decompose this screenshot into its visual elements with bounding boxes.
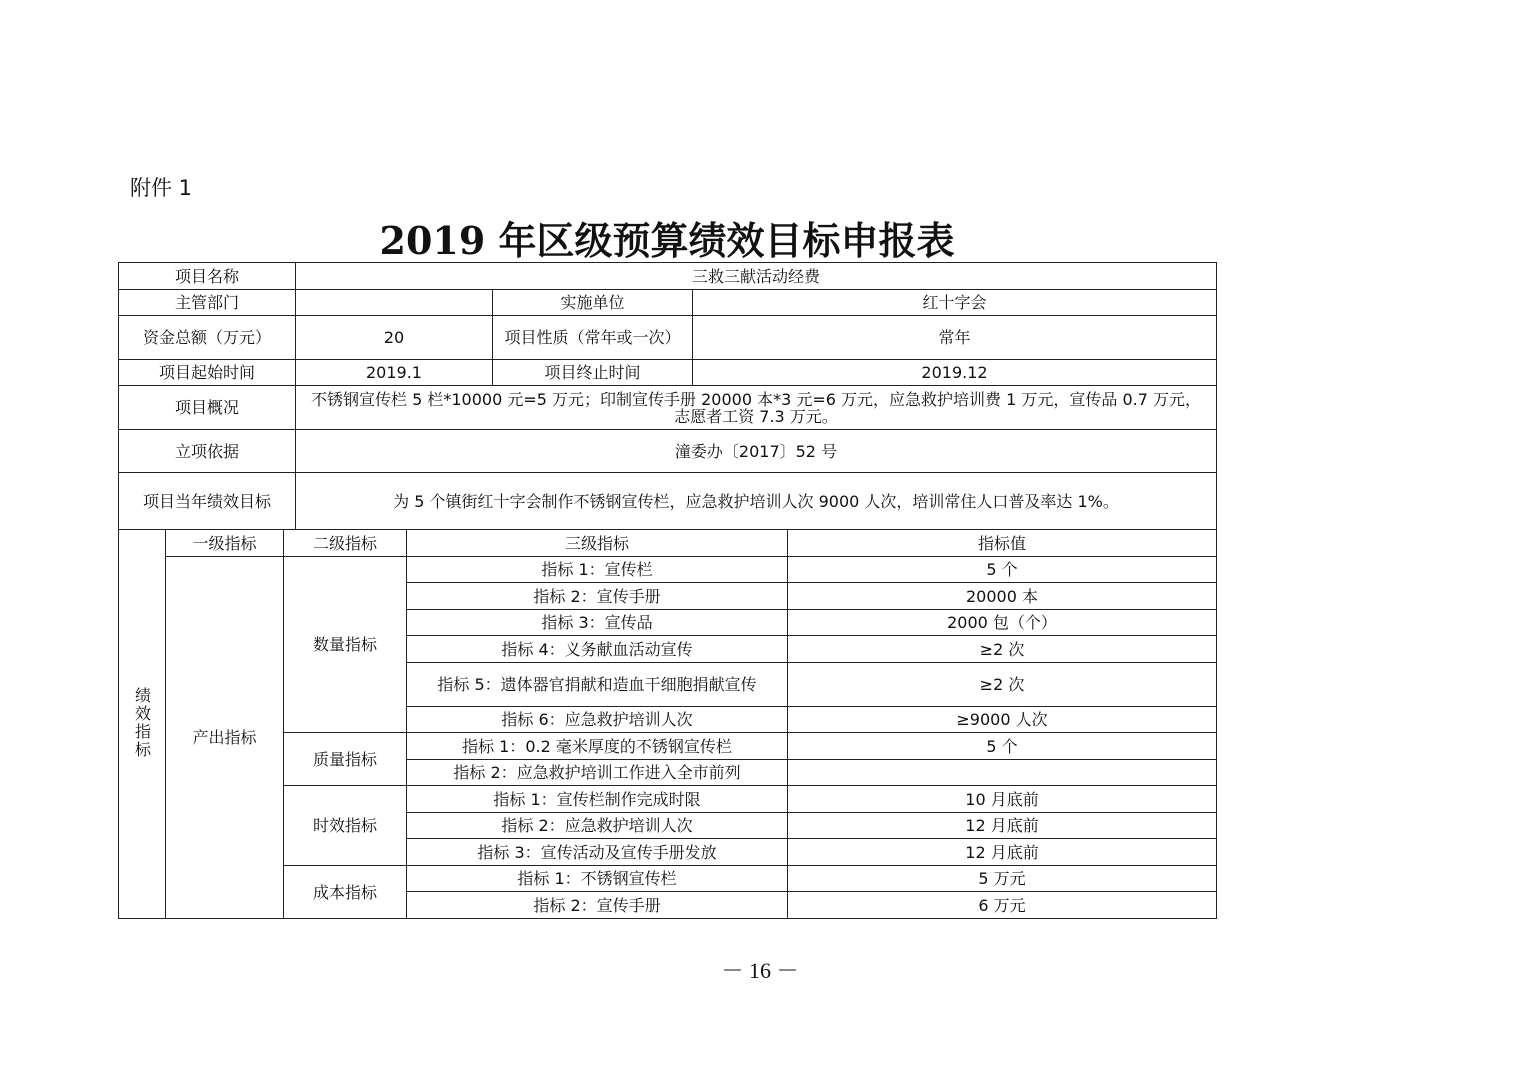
table-row-value: 20000 本	[788, 583, 1217, 610]
table-row-value: ≥2 次	[788, 636, 1217, 663]
overview-value: 不锈钢宣传栏 5 栏*10000 元=5 万元；印制宣传手册 20000 本*3 元=6 万元，应急救护培训费 1 万元，宣传品 0.7 万元，志愿者工资 7.3 万元。	[296, 386, 1217, 430]
table-row-name: 指标 6：应急救护培训人次	[407, 707, 788, 733]
table-row-value: 12 月底前	[788, 839, 1217, 866]
table-row-value: 12 月底前	[788, 813, 1217, 839]
header-level2: 二级指标	[284, 530, 407, 557]
basis-value: 潼委办〔2017〕52 号	[296, 430, 1217, 473]
start-value: 2019.1	[296, 360, 493, 386]
goal-label: 项目当年绩效目标	[119, 473, 296, 530]
project-name-label: 项目名称	[119, 263, 296, 290]
start-label: 项目起始时间	[119, 360, 296, 386]
table-row-value: ≥2 次	[788, 663, 1217, 707]
table-row-value: 6 万元	[788, 892, 1217, 919]
cost-label: 成本指标	[284, 866, 407, 919]
project-info-table	[118, 262, 1217, 530]
end-label: 项目终止时间	[493, 360, 693, 386]
dept-value	[296, 290, 493, 316]
table-row-name: 指标 2：应急救护培训人次	[407, 813, 788, 839]
quantity-label: 数量指标	[284, 557, 407, 733]
page-number: － 16 －	[721, 958, 799, 983]
table-row-value: ≥9000 人次	[788, 707, 1217, 733]
table-row-name: 指标 1：0.2 毫米厚度的不锈钢宣传栏	[407, 733, 788, 760]
table-row-value	[788, 760, 1217, 786]
quality-label: 质量指标	[284, 733, 407, 786]
table-row-name: 指标 5：遗体器官捐献和造血干细胞捐献宣传	[407, 663, 788, 707]
table-row-name: 指标 4：义务献血活动宣传	[407, 636, 788, 663]
dept-label: 主管部门	[119, 290, 296, 316]
table-row-name: 指标 2：应急救护培训工作进入全市前列	[407, 760, 788, 786]
indicator-group-text: 绩效指标	[132, 686, 152, 759]
table-row-value: 5 万元	[788, 866, 1217, 892]
goal-value: 为 5 个镇街红十字会制作不锈钢宣传栏，应急救护培训人次 9000 人次，培训常住人口普及率达 1%。	[296, 473, 1217, 530]
header-level1: 一级指标	[166, 530, 284, 557]
table-row-name: 指标 2：宣传手册	[407, 892, 788, 919]
table-row-value: 10 月底前	[788, 786, 1217, 813]
header-value: 指标值	[788, 530, 1217, 557]
page-title: 2019 年区级预算绩效目标申报表	[379, 218, 955, 263]
level1-output: 产出指标	[166, 557, 284, 919]
basis-label: 立项依据	[119, 430, 296, 473]
nature-value: 常年	[693, 316, 1217, 360]
indicator-table	[118, 529, 1217, 919]
table-row-name: 指标 1：不锈钢宣传栏	[407, 866, 788, 892]
project-name-value: 三救三献活动经费	[296, 263, 1217, 290]
table-row-name: 指标 1：宣传栏	[407, 557, 788, 583]
amount-value: 20	[296, 316, 493, 360]
table-row-name: 指标 1：宣传栏制作完成时限	[407, 786, 788, 813]
table-row-name: 指标 3：宣传品	[407, 610, 788, 636]
overview-label: 项目概况	[119, 386, 296, 430]
indicator-group-label	[119, 530, 166, 919]
table-row-value: 5 个	[788, 733, 1217, 760]
amount-label: 资金总额（万元）	[119, 316, 296, 360]
table-row-name: 指标 3：宣传活动及宣传手册发放	[407, 839, 788, 866]
table-row-value: 5 个	[788, 557, 1217, 583]
nature-label: 项目性质（常年或一次）	[493, 316, 693, 360]
table-row-value: 2000 包（个）	[788, 610, 1217, 636]
unit-value: 红十字会	[693, 290, 1217, 316]
attachment-label: 附件 1	[130, 176, 193, 200]
end-value: 2019.12	[693, 360, 1217, 386]
header-level3: 三级指标	[407, 530, 788, 557]
unit-label: 实施单位	[493, 290, 693, 316]
timeliness-label: 时效指标	[284, 786, 407, 866]
table-row-name: 指标 2：宣传手册	[407, 583, 788, 610]
